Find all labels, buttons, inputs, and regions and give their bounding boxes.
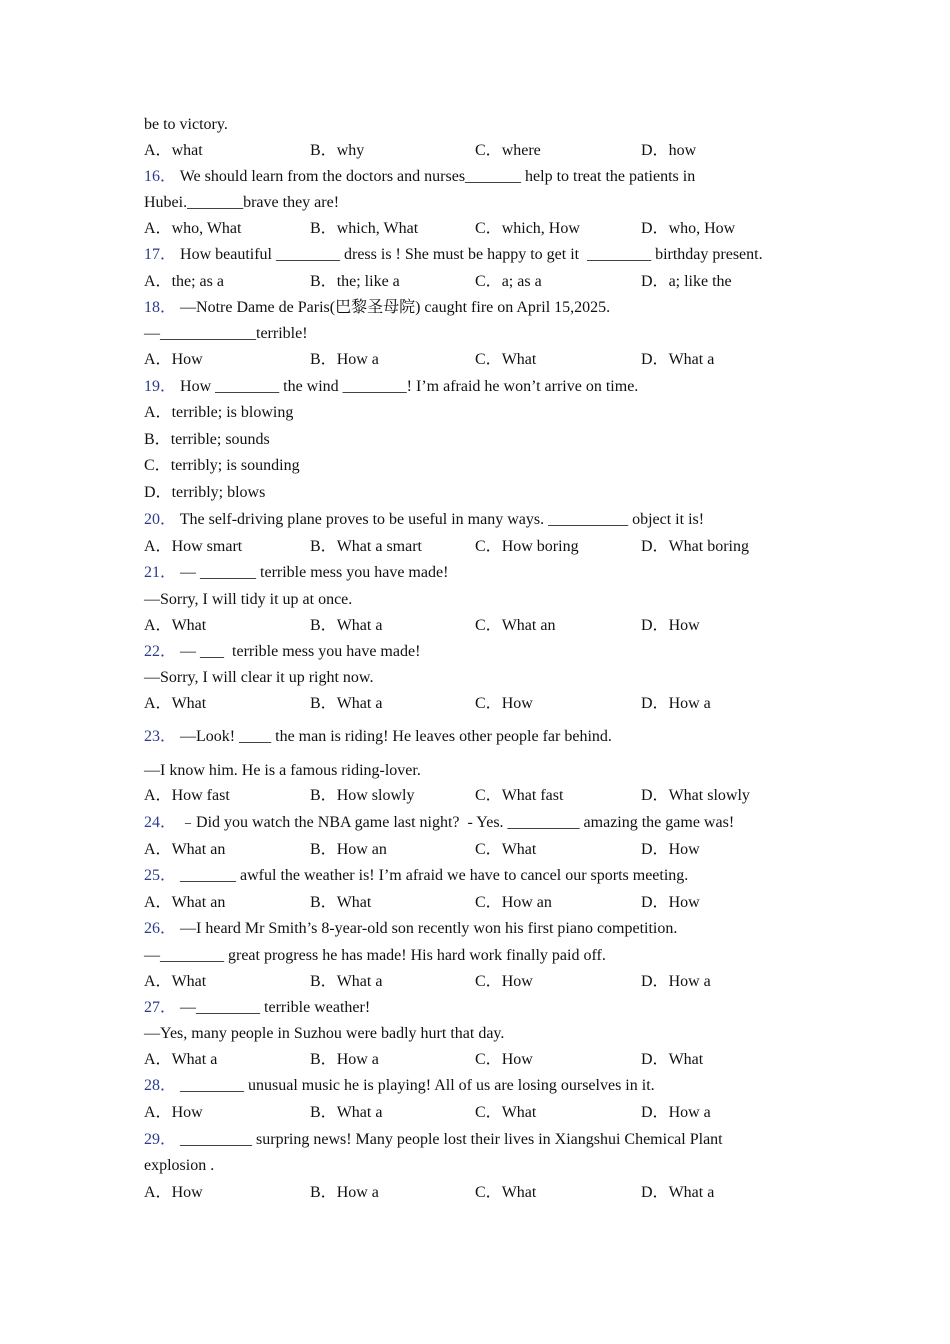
question-line [144, 1024, 504, 1044]
option-text: What [171, 617, 207, 634]
answer-option-d[interactable] [641, 694, 711, 714]
question-number: 19． [144, 378, 177, 395]
answer-option-d[interactable] [641, 1050, 703, 1070]
answer-option-a[interactable] [144, 694, 206, 714]
option-text: What a [336, 695, 383, 712]
question-text: —____________terrible! [144, 325, 308, 342]
answer-option-b[interactable] [310, 350, 379, 370]
answer-option-c[interactable] [475, 141, 541, 161]
question-text: The self-driving plane proves to be useful in many ways. __________ object it is! [179, 511, 705, 528]
question-number: 20． [144, 511, 177, 528]
option-letter: C． [144, 457, 171, 474]
option-text: How [668, 841, 700, 858]
option-text: terrible; sounds [170, 431, 270, 448]
option-text: How an [501, 894, 552, 911]
question-text: We should learn from the doctors and nurses_______ help to treat the patients in [179, 168, 696, 185]
question-number: 24． [144, 814, 177, 831]
answer-option-b[interactable] [310, 972, 382, 992]
option-letter: B． [310, 841, 337, 858]
answer-option-a[interactable] [144, 141, 203, 161]
answer-option-d[interactable] [641, 537, 749, 557]
question-line [144, 245, 763, 265]
option-text: How [171, 1104, 203, 1121]
option-text: which, How [501, 220, 580, 237]
answer-option-c[interactable] [475, 1183, 536, 1203]
option-letter: A． [144, 617, 172, 634]
question-text: _________ surpring news! Many people lost their lives in Xiangshui Chemical Plant [180, 1131, 723, 1148]
option-letter: A． [144, 273, 172, 290]
option-letter: C． [475, 617, 502, 634]
answer-option-d[interactable] [641, 272, 732, 292]
option-letter: D． [641, 617, 669, 634]
option-letter: C． [475, 220, 502, 237]
question-text: —________ terrible weather! [180, 999, 371, 1016]
question-line [144, 298, 610, 318]
answer-option-c[interactable] [475, 350, 536, 370]
option-text: terrible; is blowing [171, 404, 294, 421]
option-text: who, How [668, 220, 736, 237]
option-letter: C． [475, 142, 502, 159]
option-letter: B． [144, 431, 171, 448]
question-line [144, 193, 339, 213]
question-line [144, 115, 228, 135]
option-letter: D． [641, 1051, 669, 1068]
question-text: —Notre Dame de Paris(巴黎圣母院) caught fire on April 15,2025. [180, 299, 611, 316]
answer-option-a[interactable] [144, 972, 206, 992]
option-text: What a [171, 1051, 218, 1068]
option-text: What [501, 1104, 537, 1121]
answer-option-c[interactable] [475, 840, 536, 860]
question-number: 27． [144, 999, 177, 1016]
option-text: How [501, 973, 533, 990]
option-letter: D． [144, 484, 172, 501]
question-number: 17． [144, 246, 177, 263]
option-text: How [668, 894, 700, 911]
option-text: the; like a [336, 273, 400, 290]
question-line [144, 866, 688, 886]
question-text: explosion . [144, 1157, 215, 1174]
answer-option-d[interactable] [641, 972, 711, 992]
question-line [144, 1076, 655, 1096]
option-letter: D． [641, 142, 669, 159]
question-number: 18． [144, 299, 177, 316]
answer-option-b[interactable] [310, 616, 382, 636]
option-text: What [171, 973, 207, 990]
answer-option-b[interactable] [310, 1050, 379, 1070]
option-letter: B． [310, 617, 337, 634]
option-letter: A． [144, 1104, 172, 1121]
option-text: What a [668, 351, 715, 368]
option-letter: D． [641, 695, 669, 712]
answer-option-b[interactable] [310, 141, 364, 161]
question-line [144, 510, 704, 530]
option-letter: B． [310, 142, 337, 159]
option-letter: A． [144, 220, 172, 237]
option-letter: C． [475, 1104, 502, 1121]
answer-option-a[interactable] [144, 403, 293, 423]
option-letter: A． [144, 142, 172, 159]
option-text: What a [336, 973, 383, 990]
option-letter: D． [641, 351, 669, 368]
option-text: How a [336, 351, 379, 368]
answer-option-c[interactable] [475, 893, 552, 913]
option-text: What [501, 351, 537, 368]
answer-option-c[interactable] [475, 219, 580, 239]
answer-option-d[interactable] [641, 1183, 714, 1203]
option-text: the; as a [171, 273, 224, 290]
option-text: What [668, 1051, 704, 1068]
question-line [144, 563, 448, 583]
option-text: terribly; blows [171, 484, 266, 501]
answer-option-c[interactable] [475, 694, 533, 714]
option-letter: C． [475, 1184, 502, 1201]
answer-option-a[interactable] [144, 840, 225, 860]
answer-option-a[interactable] [144, 1103, 203, 1123]
answer-option-d[interactable] [641, 786, 750, 806]
option-letter: B． [310, 351, 337, 368]
answer-option-a[interactable] [144, 350, 203, 370]
option-letter: D． [641, 787, 669, 804]
option-letter: B． [310, 273, 337, 290]
question-text: be to victory. [144, 116, 228, 133]
option-letter: A． [144, 894, 172, 911]
question-line [144, 761, 421, 781]
option-text: How an [336, 841, 387, 858]
option-letter: B． [310, 787, 337, 804]
question-line [144, 377, 638, 397]
question-line [144, 642, 420, 662]
question-line [144, 946, 606, 966]
option-letter: D． [641, 973, 669, 990]
option-letter: D． [641, 1184, 669, 1201]
answer-option-b[interactable] [310, 840, 387, 860]
option-text: How smart [171, 538, 243, 555]
option-text: What a [336, 617, 383, 634]
option-text: How slowly [336, 787, 415, 804]
option-letter: C． [475, 841, 502, 858]
question-text: _______ awful the weather is! I’m afraid we have to cancel our sports meeting. [180, 867, 689, 884]
answer-option-b[interactable] [310, 893, 371, 913]
answer-option-c[interactable] [144, 456, 300, 476]
option-text: why [336, 142, 365, 159]
option-text: How [501, 695, 533, 712]
option-letter: D． [641, 894, 669, 911]
answer-option-a[interactable] [144, 786, 230, 806]
option-letter: C． [475, 351, 502, 368]
option-letter: B． [310, 1104, 337, 1121]
option-text: What [171, 695, 207, 712]
option-letter: B． [310, 973, 337, 990]
option-text: How [501, 1051, 533, 1068]
option-letter: A． [144, 973, 172, 990]
answer-option-d[interactable] [641, 616, 700, 636]
option-letter: D． [641, 220, 669, 237]
option-text: What an [171, 894, 226, 911]
option-text: who, What [171, 220, 242, 237]
question-line [144, 813, 734, 833]
option-text: How [171, 351, 203, 368]
option-text: How boring [501, 538, 579, 555]
option-letter: C． [475, 695, 502, 712]
answer-option-b[interactable] [310, 219, 418, 239]
question-line [144, 1130, 723, 1150]
option-letter: A． [144, 1051, 172, 1068]
question-line [144, 167, 695, 187]
option-text: a; like the [668, 273, 732, 290]
question-line [144, 919, 677, 939]
option-letter: B． [310, 1051, 337, 1068]
answer-option-c[interactable] [475, 272, 542, 292]
option-text: terribly; is sounding [170, 457, 300, 474]
answer-option-c[interactable] [475, 616, 555, 636]
question-number: 25． [144, 867, 177, 884]
option-letter: B． [310, 1184, 337, 1201]
answer-option-b[interactable] [310, 537, 422, 557]
answer-option-d[interactable] [641, 219, 735, 239]
option-letter: A． [144, 787, 172, 804]
question-number: 22． [144, 643, 177, 660]
answer-option-a[interactable] [144, 537, 242, 557]
question-line [144, 324, 308, 344]
answer-option-b[interactable] [310, 1103, 382, 1123]
question-text: Hubei._______brave they are! [144, 194, 340, 211]
option-text: How a [668, 695, 711, 712]
option-text: where [501, 142, 541, 159]
question-line [144, 998, 370, 1018]
question-text: —Sorry, I will clear it up right now. [144, 669, 374, 686]
question-text: —________ great progress he has made! His hard work finally paid off. [144, 947, 606, 964]
question-text: —I know him. He is a famous riding-lover. [144, 762, 421, 779]
answer-option-c[interactable] [475, 786, 563, 806]
question-text: — _______ terrible mess you have made! [180, 564, 449, 581]
question-number: 29． [144, 1131, 177, 1148]
option-letter: A． [144, 538, 172, 555]
answer-option-d[interactable] [641, 893, 700, 913]
question-text: —Yes, many people in Suzhou were badly hurt that day. [144, 1025, 505, 1042]
option-text: what [171, 142, 203, 159]
option-text: How a [668, 973, 711, 990]
question-number: 26． [144, 920, 177, 937]
answer-option-c[interactable] [475, 1103, 536, 1123]
option-text: What [336, 894, 372, 911]
option-letter: D． [641, 273, 669, 290]
answer-option-a[interactable] [144, 616, 206, 636]
option-letter: A． [144, 1184, 172, 1201]
answer-option-b[interactable] [310, 786, 414, 806]
answer-option-c[interactable] [475, 537, 579, 557]
option-text: How [668, 617, 700, 634]
option-letter: C． [475, 538, 502, 555]
answer-option-d[interactable] [144, 483, 265, 503]
option-letter: B． [310, 894, 337, 911]
answer-option-a[interactable] [144, 219, 241, 239]
answer-option-b[interactable] [310, 694, 382, 714]
option-letter: A． [144, 695, 172, 712]
option-letter: C． [475, 1051, 502, 1068]
option-text: What an [171, 841, 226, 858]
question-line [144, 668, 373, 688]
option-text: What boring [668, 538, 749, 555]
option-letter: C． [475, 894, 502, 911]
question-line [144, 1156, 214, 1176]
question-number: 21． [144, 564, 177, 581]
question-number: 28． [144, 1077, 177, 1094]
option-letter: B． [310, 220, 337, 237]
answer-option-c[interactable] [475, 972, 533, 992]
question-text: — ___ terrible mess you have made! [180, 643, 421, 660]
question-text: —Look! ____ the man is riding! He leaves other people far behind. [180, 728, 612, 745]
option-text: What fast [501, 787, 564, 804]
option-text: How [171, 1184, 203, 1201]
option-letter: D． [641, 538, 669, 555]
option-text: What [501, 1184, 537, 1201]
option-text: How a [336, 1051, 379, 1068]
question-text: How beautiful ________ dress is ! She must be happy to get it ________ birthday present. [180, 246, 763, 263]
answer-option-b[interactable] [144, 430, 270, 450]
option-text: How a [668, 1104, 711, 1121]
option-text: how [668, 142, 697, 159]
option-letter: C． [475, 273, 502, 290]
answer-option-a[interactable] [144, 893, 225, 913]
option-text: What an [501, 617, 556, 634]
option-text: What a [668, 1184, 715, 1201]
answer-option-d[interactable] [641, 1103, 711, 1123]
option-text: which, What [336, 220, 419, 237]
option-letter: B． [310, 538, 337, 555]
option-text: What slowly [668, 787, 750, 804]
answer-option-c[interactable] [475, 1050, 533, 1070]
option-letter: A． [144, 841, 172, 858]
question-text: —I heard Mr Smith’s 8-year-old son recently won his first piano competition. [180, 920, 678, 937]
answer-option-b[interactable] [310, 272, 400, 292]
option-text: a; as a [501, 273, 542, 290]
answer-option-d[interactable] [641, 350, 714, 370]
question-text: How ________ the wind ________! I’m afraid he won’t arrive on time. [180, 378, 639, 395]
option-text: What [501, 841, 537, 858]
option-letter: B． [310, 695, 337, 712]
option-text: How a [336, 1184, 379, 1201]
answer-option-a[interactable] [144, 1050, 217, 1070]
option-text: What a [336, 1104, 383, 1121]
option-letter: C． [475, 973, 502, 990]
option-letter: D． [641, 841, 669, 858]
question-line [144, 590, 352, 610]
question-number: 23． [144, 728, 177, 745]
option-letter: D． [641, 1104, 669, 1121]
answer-option-b[interactable] [310, 1183, 379, 1203]
answer-option-d[interactable] [641, 840, 700, 860]
option-letter: C． [475, 787, 502, 804]
answer-option-d[interactable] [641, 141, 696, 161]
question-number: 16． [144, 168, 177, 185]
option-text: What a smart [336, 538, 422, 555]
option-letter: A． [144, 404, 172, 421]
option-text: How fast [171, 787, 230, 804]
question-text: ﹣Did you watch the NBA game last night? - Yes. _________ amazing the game was! [180, 814, 735, 831]
option-letter: A． [144, 351, 172, 368]
answer-option-a[interactable] [144, 272, 224, 292]
question-text: ________ unusual music he is playing! All of us are losing ourselves in it. [180, 1077, 655, 1094]
answer-option-a[interactable] [144, 1183, 203, 1203]
question-line [144, 727, 612, 747]
question-text: —Sorry, I will tidy it up at once. [144, 591, 353, 608]
